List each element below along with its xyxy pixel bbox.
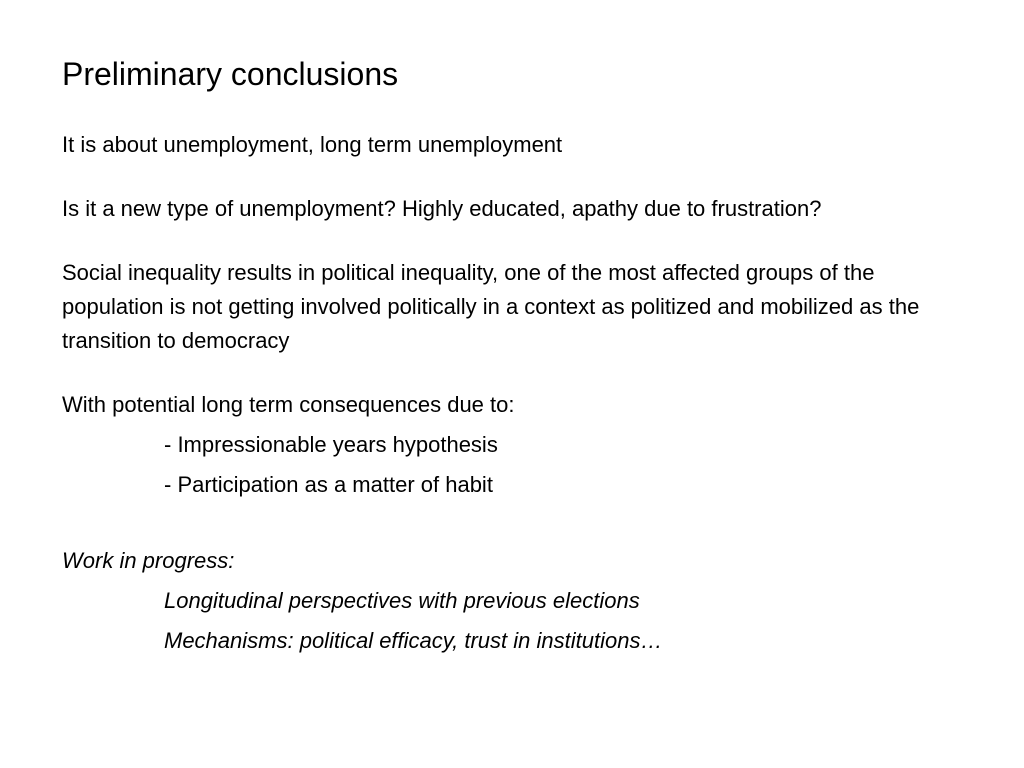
- paragraph-unemployment: It is about unemployment, long term unemployment: [62, 132, 563, 157]
- paragraph-inequality: Social inequality results in political inequality, one of the most affected groups of the population is not getting involved politically in a context as politized and mobilized as the transition to democracy: [62, 260, 920, 353]
- work-in-progress-item: Longitudinal perspectives with previous elections: [164, 588, 640, 613]
- slide-title: Preliminary conclusions: [62, 56, 399, 92]
- consequence-item: - Impressionable years hypothesis: [164, 432, 498, 457]
- consequences-heading: With potential long term consequences due to:: [62, 392, 515, 417]
- slide-body: [62, 128, 982, 664]
- consequence-item: - Participation as a matter of habit: [164, 472, 493, 497]
- work-in-progress-item: Mechanisms: political efficacy, trust in institutions…: [164, 628, 663, 653]
- work-in-progress-heading: Work in progress:: [62, 548, 235, 573]
- spacer: [62, 508, 982, 544]
- paragraph-new-type: Is it a new type of unemployment? Highly educated, apathy due to frustration?: [62, 196, 822, 221]
